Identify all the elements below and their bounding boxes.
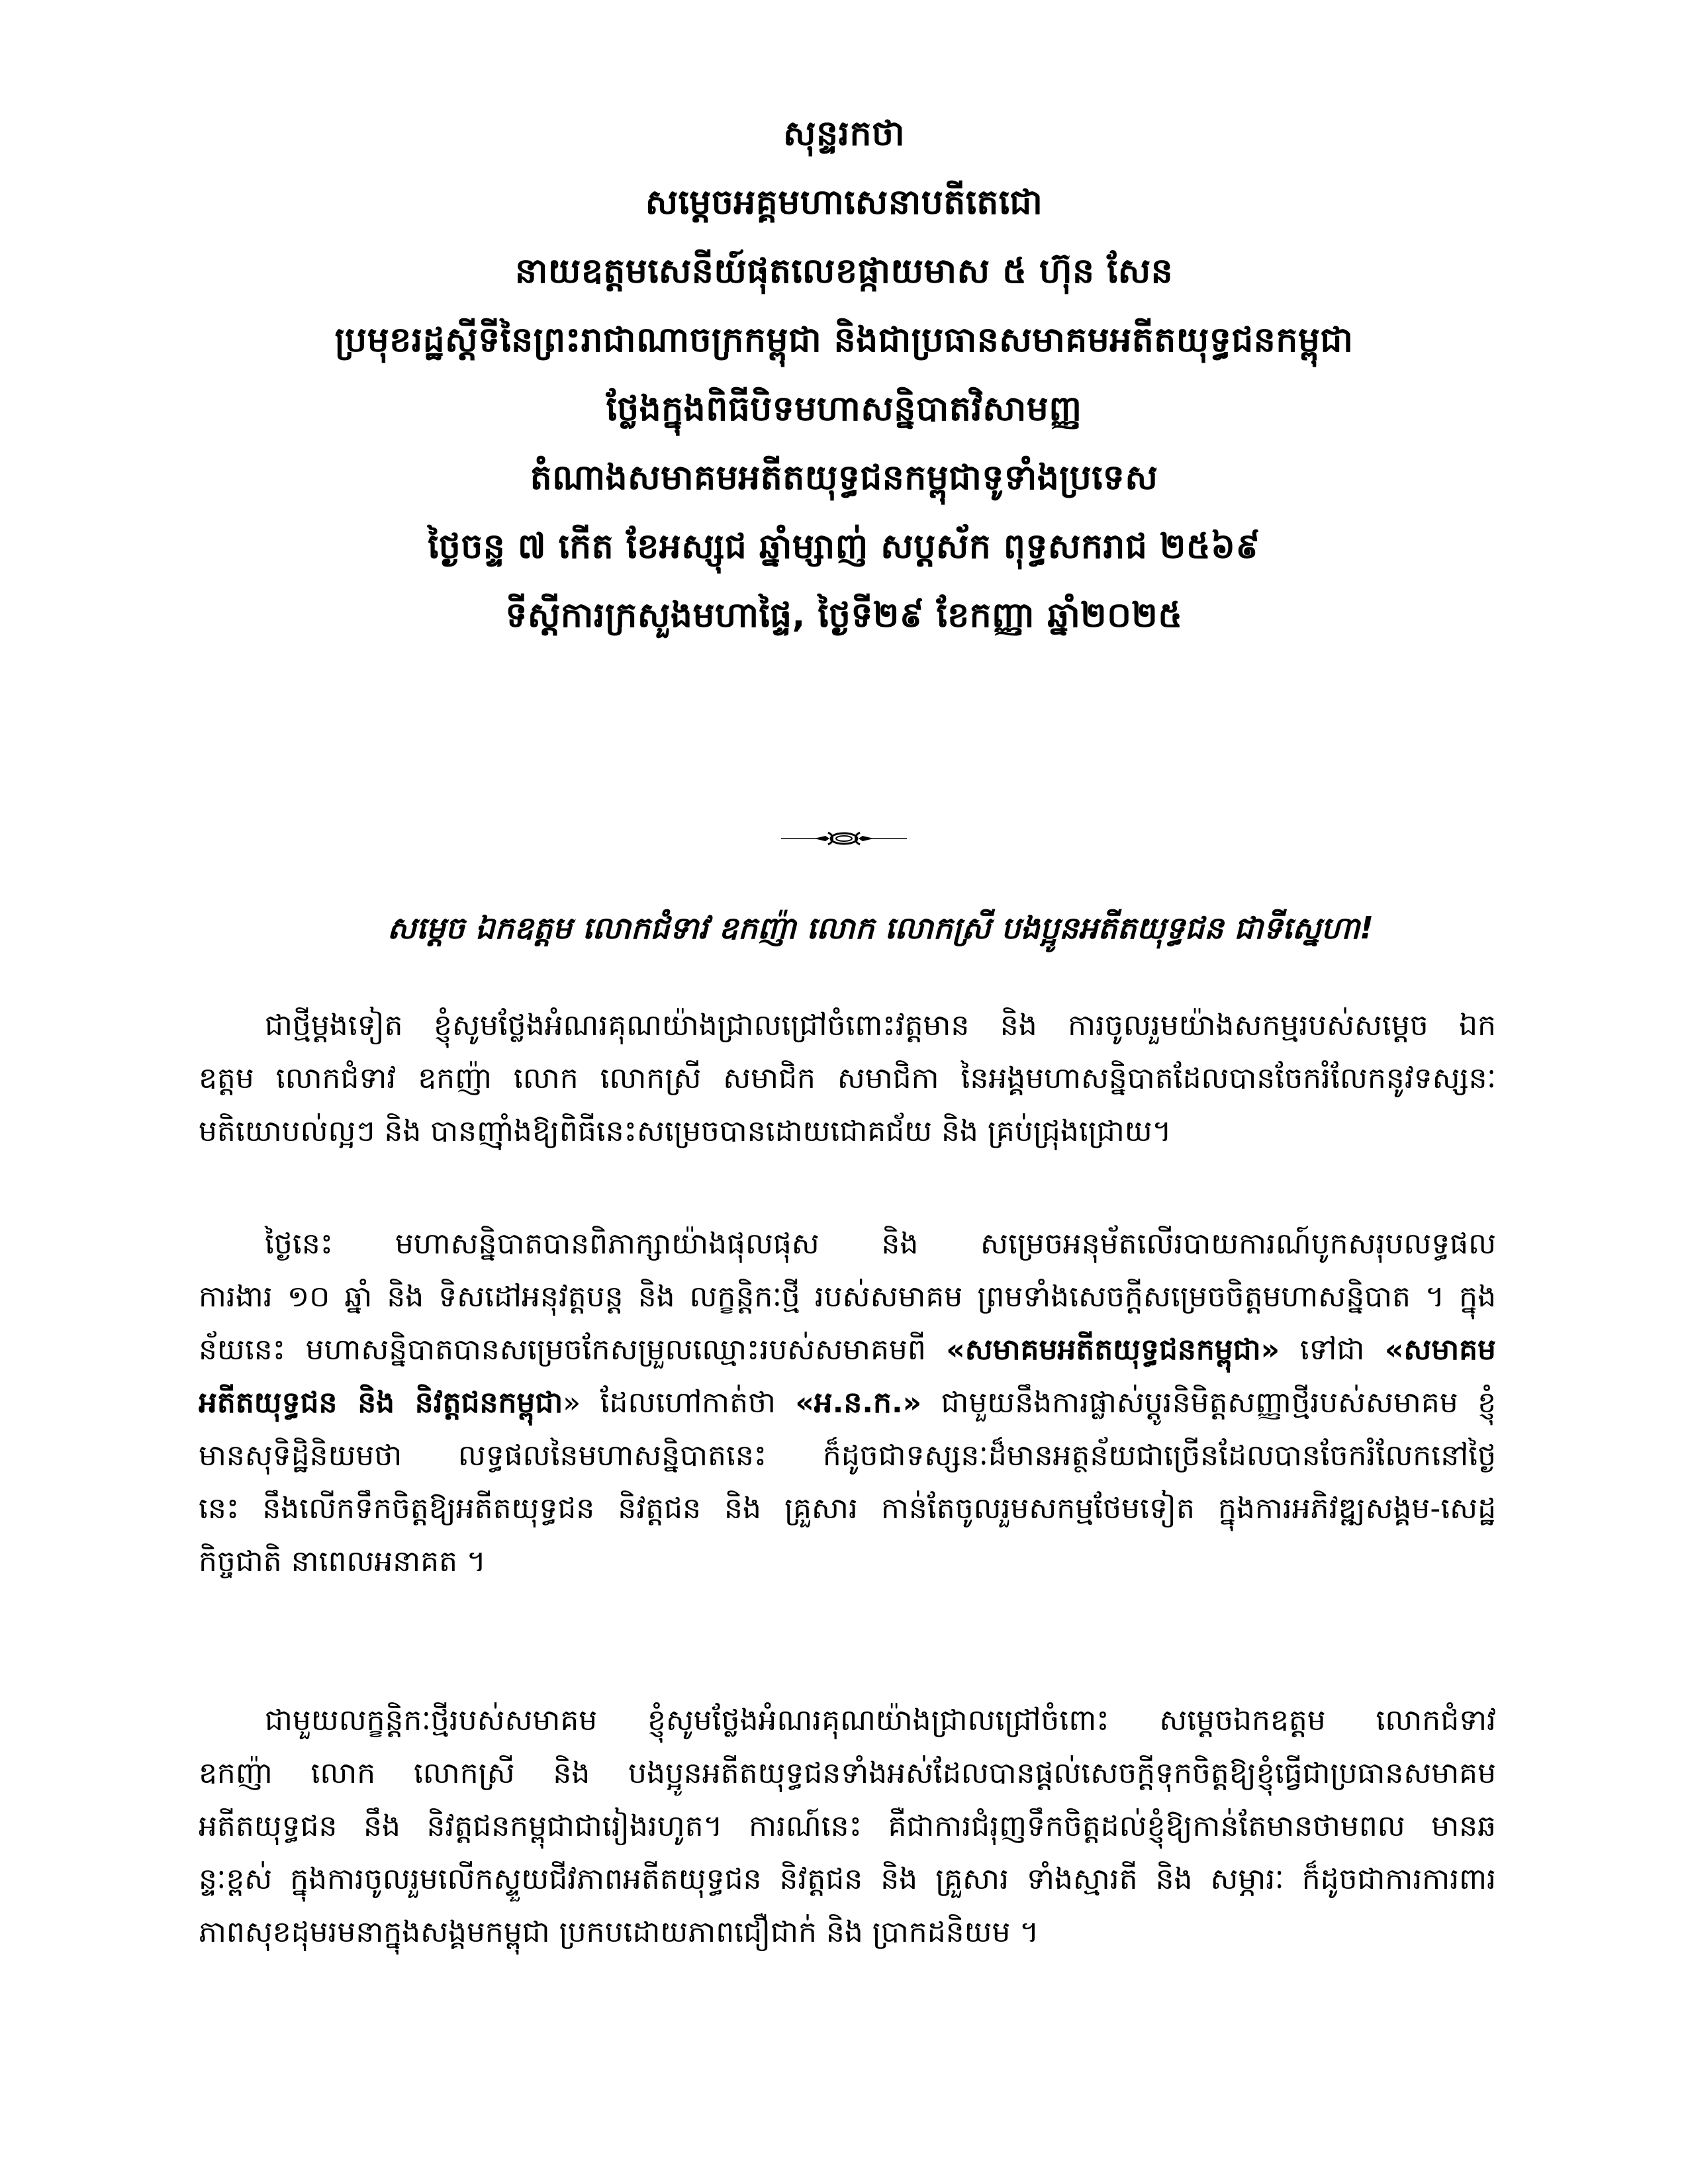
paragraph-line [199,999,1496,1052]
paragraph-line: ឧត្តម លោកជំទាវ ឧកញ៉ា លោក លោកស្រី សមាជិក សមាជិកា នៃអង្គមហាសន្និបាតដែលបានចែករំលែកនូវទស្សនៈ [199,1062,1496,1095]
title-venue-date: ទីស្ដីការក្រសួងមហាផ្ទៃ, ថ្ងៃទី២៩ ខែកញ្ញា ឆ្នាំ២០២៥ [505,596,1183,635]
paragraph-line: ន្ទៈខ្ពស់ ក្នុងការចូលរួមលើកស្ទួយជីវភាពអតីតយុទ្ធជន និវត្តជន និង គ្រួសារ ទាំងស្មារតី និង សម្ភារៈ ក៏ដូចជាការការពារ [199,1862,1496,1896]
new-association-name-start: «សមាគម [1384,1333,1496,1367]
to-label: ទៅជា [1299,1333,1365,1367]
paragraph-line [199,1377,1496,1430]
abbreviation: «អ.ន.ក.» [795,1386,922,1420]
paragraph-line: ឧកញ៉ា លោក លោកស្រី និង បងប្អូនអតីតយុទ្ធជនទាំងអស់ដែលបានផ្ដល់សេចក្ដីទុកចិត្តឱ្យខ្ញុំធ្វើជាប្រធានសមាគម [199,1756,1496,1790]
paragraph-line: កិច្ចជាតិ នាពេលអនាគត ។ [199,1545,487,1578]
title-rank-name: នាយឧត្តមសេនីយ៍ផុតលេខផ្កាយមាស ៥ ហ៊ុន សែន [514,251,1174,291]
title-block [165,99,1523,650]
called-label: ដែលហៅកាត់ថា [600,1386,776,1420]
line-tail: ជាមួយនឹងការផ្លាស់ប្ដូរនិមិត្តសញ្ញាថ្មីរបស់សមាគម ខ្ញុំ [941,1386,1496,1420]
paragraph-line [199,1694,1496,1747]
paragraph-line: នេះ នឹងលើកទឹកចិត្តឱ្យអតីតយុទ្ធជន និវត្តជន និង គ្រួសារ កាន់តែចូលរួមសកម្មថែមទៀត ក្នុងការអភិវឌ្ឍសង្គម-សេដ្ឋ [199,1492,1496,1525]
close-quote: » [563,1386,581,1420]
title-lunar-date: ថ្ងៃចន្ទ ៧ កើត ខែអស្សុជ ឆ្នាំម្សាញ់ សប្តស័ក ពុទ្ធសករាជ ២៥៦៩ [428,527,1260,567]
line-text: ជាថ្មីម្ដងទៀត ខ្ញុំសូមថ្លែងអំណរគុណយ៉ាងជ្រាលជ្រៅចំពោះវត្តមាន និង ការចូលរួមយ៉ាងសកម្មរបស់សម្ដេច ឯក [265,1009,1496,1042]
paragraph-line: ការងារ ១០ ឆ្នាំ និង ទិសដៅអនុវត្តបន្ត និង លក្ខន្តិកៈថ្មី របស់សមាគម ព្រមទាំងសេចក្ដីសម្រេចចិត្តមហាសន្និបាត ។ ក្នុង [199,1280,1496,1314]
old-association-name: «សមាគមអតីតយុទ្ធជនកម្ពុជា» [946,1333,1280,1367]
paragraph-line: អតីតយុទ្ធជន នឹង និវត្តជនកម្ពុជាជារៀងរហូត។ ការណ៍នេះ គឺជាការជំរុញទឹកចិត្តដល់ខ្ញុំឱ្យកាន់តែមានថាមពល មានឆ [199,1809,1496,1843]
line-text: ជាមួយលក្ខន្តិកៈថ្មីរបស់សមាគម ខ្ញុំសូមថ្លែងអំណរគុណយ៉ាងជ្រាលជ្រៅចំពោះ សម្ដេចឯកឧត្តម លោកជំទាវ [265,1704,1496,1737]
paragraph-line [199,1324,1496,1377]
title-speech-label: សុន្ទរកថា [782,114,906,154]
title-position: ប្រមុខរដ្ឋស្ដីទីនៃព្រះរាជាណាចក្រកម្ពុជា និងជាប្រធានសមាគមអតីតយុទ្ធជនកម្ពុជា [334,320,1354,360]
paragraph-line: ភាពសុខដុមរមនាក្នុងសង្គមកម្ពុជា ប្រកបដោយភាពជឿជាក់ និង ប្រាកដនិយម ។ [199,1915,1039,1949]
paragraph-line: មតិយោបល់ល្អៗ និង បានញ៉ាំងឱ្យពិធីនេះសម្រេចបានដោយជោគជ័យ និង គ្រប់ជ្រុងជ្រោយ។ [199,1115,1172,1148]
line-text: ថ្ងៃនេះ មហាសន្និបាតបានពិភាក្សាយ៉ាងផុលផុស និង សម្រេចអនុម័តលើរបាយការណ៍បូកសរុបលទ្ធផល [265,1227,1496,1261]
paragraph-line: មានសុទិដ្ឋិនិយមថា លទ្ធផលនៃមហាសន្និបាតនេះ ក៏ដូចជាទស្សនៈដ៏មានអត្ថន័យជាច្រើនដែលបានចែករំលែកនៅថ្ងៃ [199,1439,1496,1473]
paragraph-3 [199,1694,1496,1959]
new-association-name-end-text: អតីតយុទ្ធជន និង និវត្តជនកម្ពុជា [199,1386,563,1420]
paragraph-2 [199,1218,1496,1588]
title-honorific: សម្ដេចអគ្គមហាសេនាបតីតេជោ [645,183,1043,222]
title-occasion: ថ្លែងក្នុងពិធីបិទមហាសន្និបាតវិសាមញ្ញ [606,389,1082,429]
title-representatives: តំណាងសមាគមអតីតយុទ្ធជនកម្ពុជាទូទាំងប្រទេស [530,458,1158,498]
paragraph-1 [199,999,1496,1158]
line-text: ន័យនេះ មហាសន្និបាតបានសម្រេចកែសម្រួលឈ្មោះរបស់សមាគមពី [199,1333,926,1367]
ornamental-divider-icon [778,829,910,848]
salutation: សម្ដេច ឯកឧត្តម លោកជំទាវ ឧកញ៉ា លោក លោកស្រី បងប្អូនអតីតយុទ្ធជន ជាទីស្នេហា! [387,910,1374,946]
paragraph-line [199,1218,1496,1271]
